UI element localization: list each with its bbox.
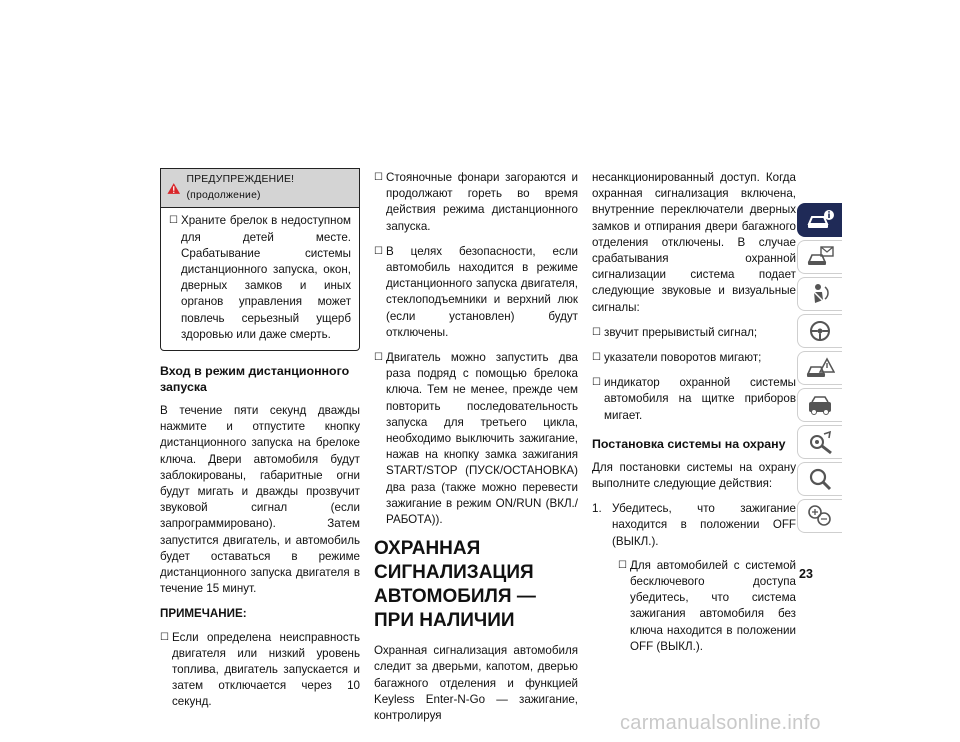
tab-languages[interactable] [797,499,842,533]
note-bullet [160,630,360,711]
paragraph-arming-intro: Для постановки системы на охрану выполните следующие действия: [592,460,796,491]
checkbox-bullet-icon: ☐ [592,377,601,389]
paragraph-alarm: Охранная сигнализация автомобиля следит за дверьми, капотом, дверью багажного отделения и функцией Keyless Enter-N-Go — зажигание, контролируя [374,644,578,723]
search-icon [805,466,835,492]
checkbox-bullet-icon: ☐ [160,631,169,643]
list-item [374,244,578,341]
steering-icon [805,318,835,344]
warning-triangle-icon [167,182,181,195]
heading-arming: Постановка системы на охрану [592,436,786,451]
note-text: Если определена неисправность двигателя или низкий уровень топлива, двигатель запускается и затем отключается через 10 секунд. [172,630,360,709]
list-item [374,350,578,528]
step-sub-bullet [618,558,796,655]
heading-remote-start: Вход в режим дистанционного запуска [160,364,350,395]
list-item-text: Двигатель можно запустить два раза подряд с помощью брелока ключа. Тем не менее, прежде чем повторить последовательность запуска для третьего цикла, необходимо выключить зажигание, нажав на кнопку замка зажигания START/STOP (ПУСК/ОСТАНОВКА) два раза (также можно перевести зажигание в режим ON/RUN (ВКЛ./РАБОТА)). [386,351,578,527]
warning-title: ПРЕДУПРЕЖДЕНИЕ! (продолжение) [186,174,295,202]
tab-service[interactable] [797,388,842,422]
list-item [592,350,796,366]
tab-car-info[interactable] [797,203,842,237]
numbered-step [592,501,796,550]
checkbox-bullet-icon: ☐ [374,172,383,183]
list-item [592,325,796,341]
checkbox-bullet-icon: ☐ [618,559,627,571]
paragraph-alarm-cont: несанкционированный доступ. Когда охранная сигнализация включена, внутренние переключатели дверных замков и отпирания двери багажного отделения отключены. В случае срабатывания охранной сигнализации система подает следующие звуковые и визуальные сигналы: [592,171,796,314]
chapter-tabs [797,203,842,536]
checkbox-bullet-icon: ☐ [374,245,383,257]
warning-car-icon [805,355,835,381]
checkbox-bullet-icon: ☐ [592,326,601,338]
warning-box [160,168,360,351]
step-number: 1. [592,502,602,516]
tab-messages[interactable] [797,240,842,274]
tab-search[interactable] [797,462,842,496]
warning-bullet [169,213,351,343]
checkbox-bullet-icon: ☐ [169,215,178,227]
list-item [592,375,796,424]
list-item-text: Стояночные фонари загораются и продолжают гореть во время действия режима дистанционного запуска. [386,171,578,233]
list-item-text: В целях безопасности, если автомобиль находится в режиме дистанционного запуска двигателя, стеклоподъемники и верхний люк (если установлен) будут отключены. [386,244,578,339]
list-item-text: индикатор охранной системы автомобиля на щитке приборов мигает. [604,376,796,422]
column-2 [374,170,578,733]
languages-icon [805,503,835,529]
step-text: Убедитесь, что зажигание находится в положении OFF (ВЫКЛ.). [612,502,796,548]
checkbox-bullet-icon: ☐ [374,352,383,364]
seat-safety-icon [805,281,835,307]
paragraph-remote-start: В течение пяти секунд дважды нажмите и отпустите кнопку дистанционного запуска на брелоке ключа. Двери автомобиля будут заблокированы, габаритные огни будут мигать и дважды прозвучит звуковой сигнал (если запрограммировано). Затем запустится двигатель, и автомобиль будет оставаться в режиме дистанционного запуска двигателя в течение 15 минут. [160,404,360,596]
list-item-text: звучит прерывистый сигнал; [604,325,758,339]
checkbox-bullet-icon: ☐ [592,352,601,364]
section-title: ОХРАННАЯ СИГНАЛИЗАЦИЯ АВТОМОБИЛЯ — ПРИ НАЛИЧИИ [374,538,536,632]
car-info-icon [805,207,835,233]
tab-seat-safety[interactable] [797,277,842,311]
list-item [374,170,578,235]
watermark: carmanualsonline.info [620,712,821,734]
service-icon [805,392,835,418]
tab-warning-car[interactable] [797,351,842,385]
tab-tools[interactable] [797,425,842,459]
message-icon [805,244,835,270]
note-title: ПРИМЕЧАНИЕ: [160,607,247,621]
column-3 [592,170,796,655]
tab-steering[interactable] [797,314,842,348]
warning-header [161,169,359,208]
list-item-text: указатели поворотов мигают; [604,351,762,365]
page-number: 23 [799,567,813,581]
warning-text: Храните брелок в недоступном для детей месте. Срабатывание системы дистанционного запуска, окон, дверных замков и иных органов управления может повлечь серьезный ущерб здоровью или даже смерть. [181,214,351,341]
tools-icon [805,429,835,455]
step-sub-text: Для автомобилей с системой бесключевого доступа убедитесь, что система зажигания автомобиля без ключа находится в положении OFF (ВЫКЛ.). [630,558,796,653]
column-1 [160,168,360,711]
